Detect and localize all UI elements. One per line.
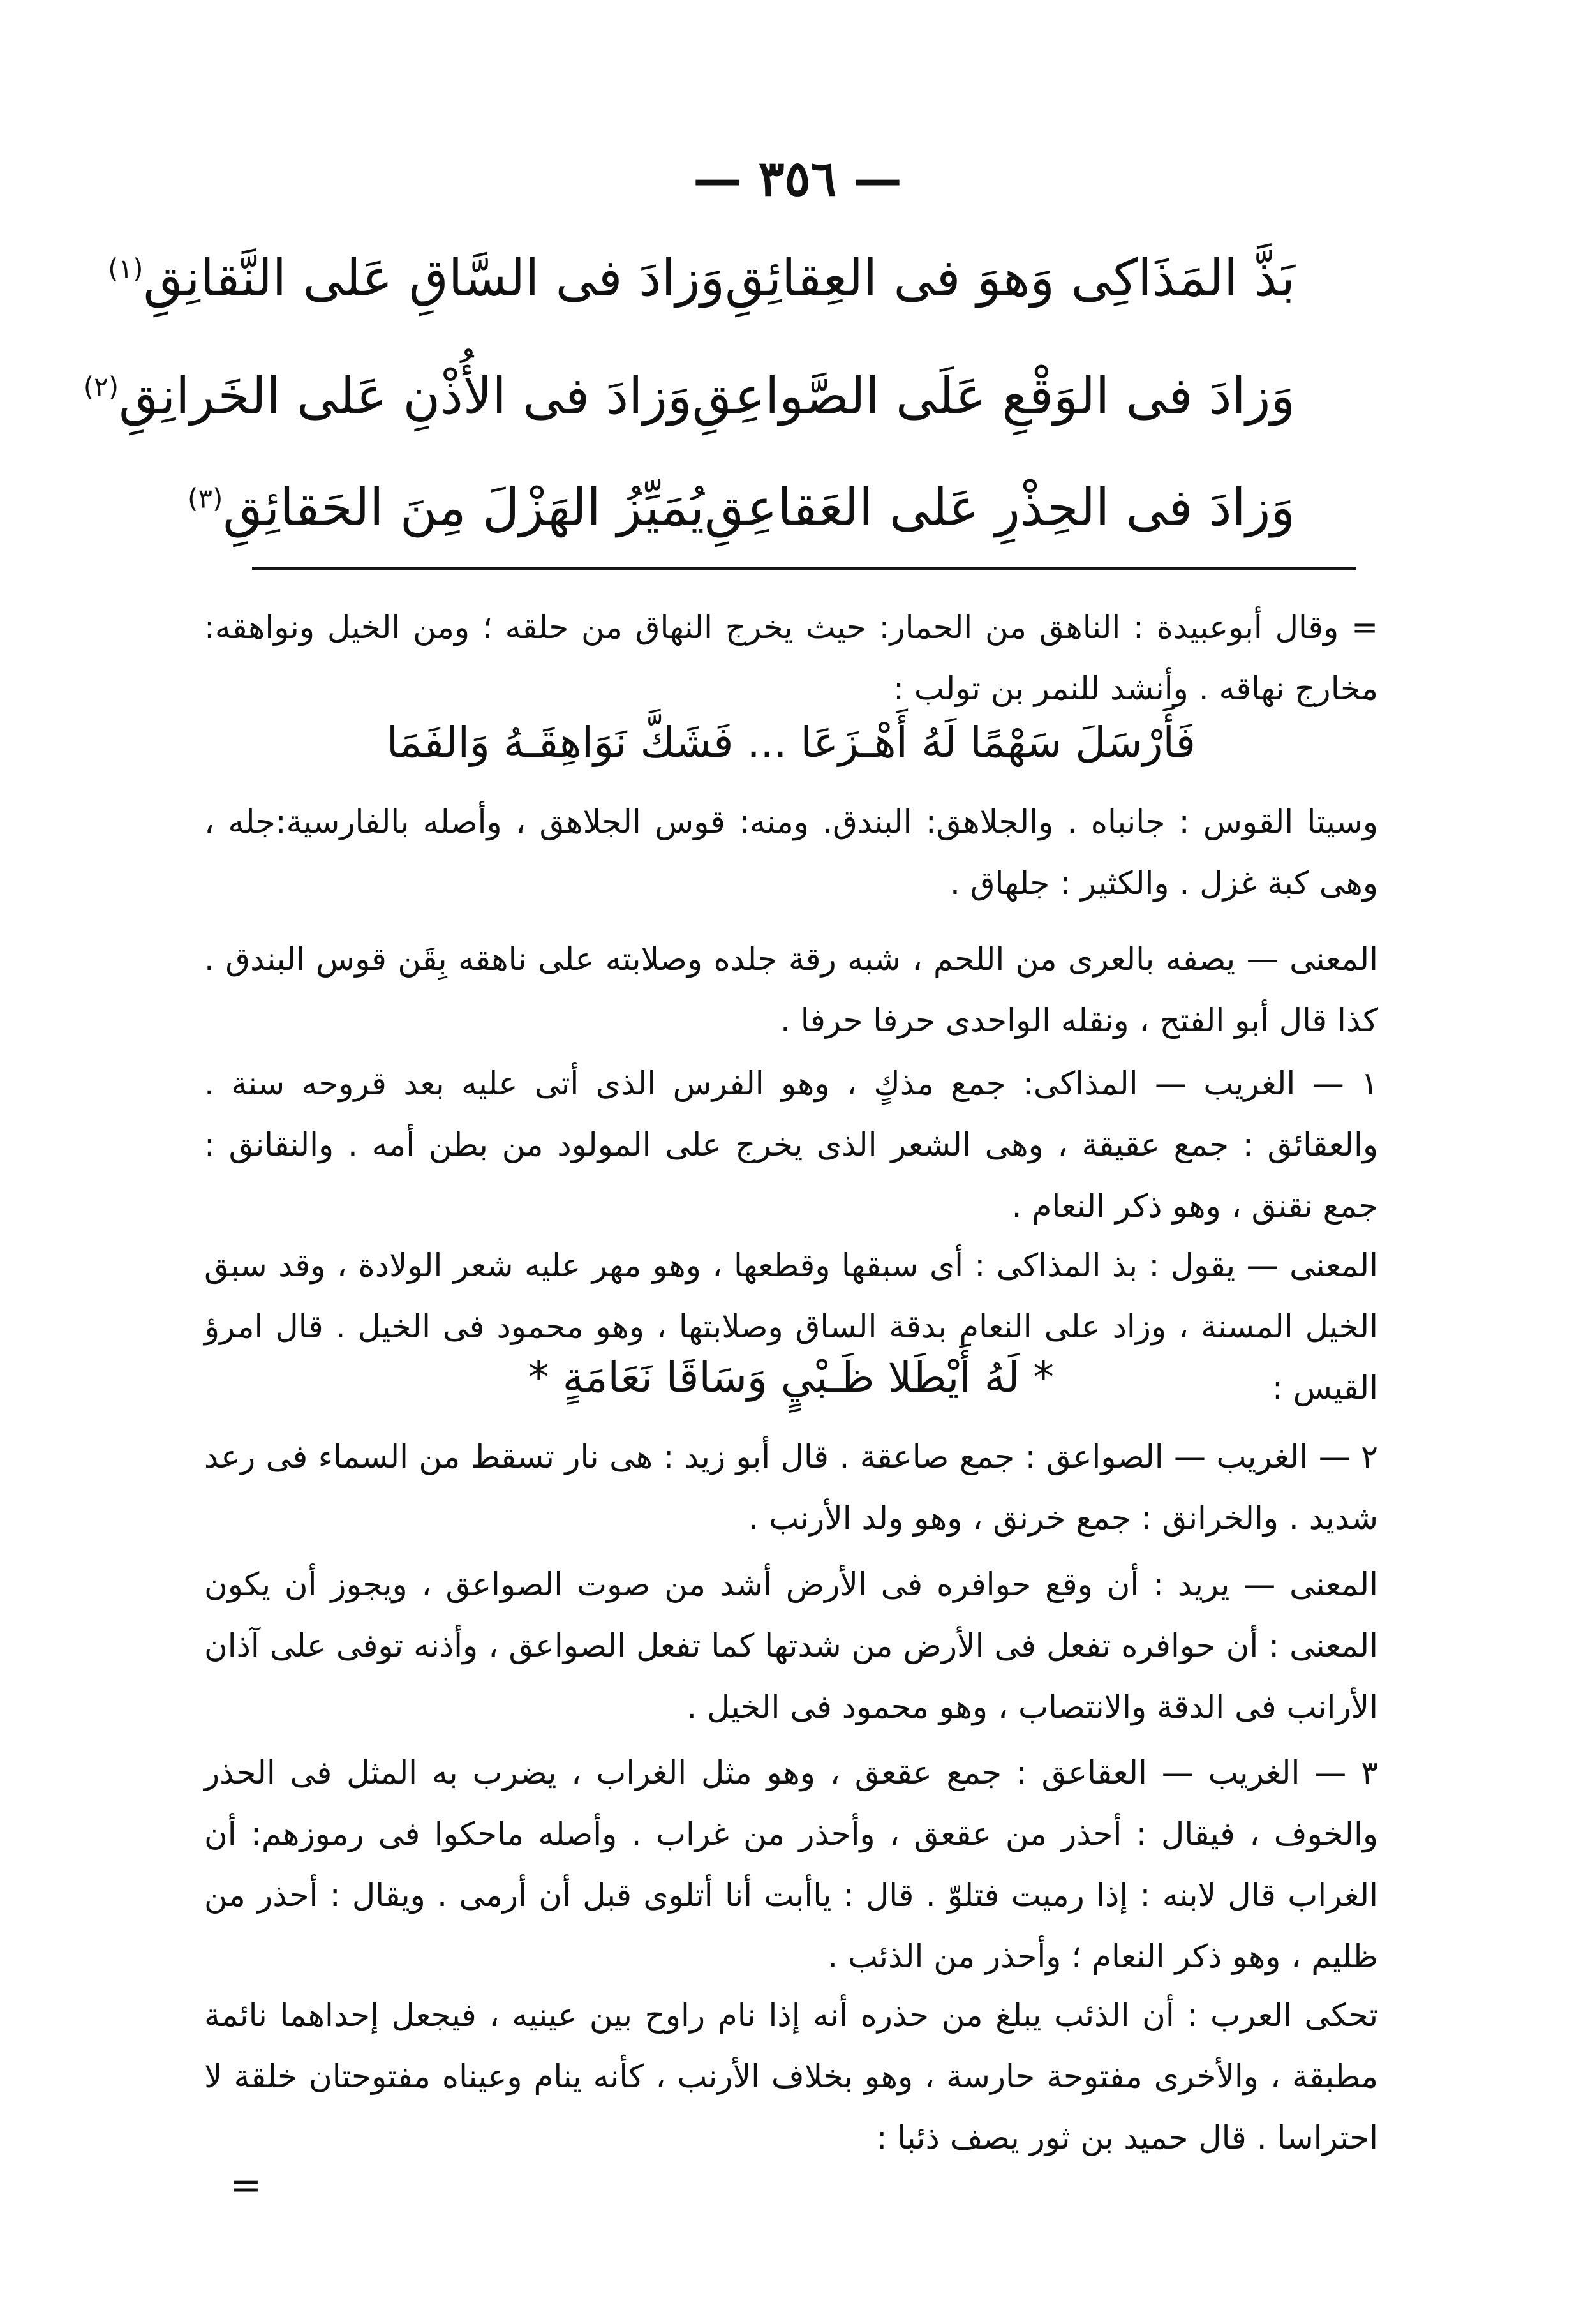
note-3-gloss: ٣ — الغريب — العقاعق : جمع عقعق ، وهو مثل الغراب ، يضرب به المثل فى الحذر والخوف ، فيقال : أحذر من عقعق ، وأحذر من غراب . وأصله ماحكوا فى رموزهم: أن الغراب قال لابنه : إذا رميت فتلوّ . قال : ياأبت أنا أتلوى قبل أن أرمى . ويقال : أحذر من ظليم ، وهو ذكر النعام ؛ وأحذر من الذئب .	[204, 1754, 1378, 1975]
verse-hemistich-left	[108, 248, 725, 308]
verse-hemistich-text: وَزادَ فى الأُذْنِ عَلى الخَرانِقِ	[119, 366, 692, 426]
quoted-verse: فَأَرْسَلَ سَهْمًا لَهُ أَهْـزَعَا ... فَشَكَّ نَوَاهِقَـهُ وَالفَمَا	[386, 718, 1196, 767]
verse-line	[108, 236, 1295, 319]
commentary-paragraph: تحكى العرب : أن الذئب يبلغ من حذره أنه إذا نام راوح بين عينيه ، فيجعل إحداهما نائمة مطبقة ، والأخرى مفتوحة حارسة ، وهو بخلاف الأرنب ، كأنه ينام وعيناه مفتوحتان خلقة لا احتراسا . قال حميد بن ثور يصف ذئبا :	[204, 1997, 1378, 2156]
verse-line	[187, 466, 1295, 549]
page-number: — ٣٥٦ —	[693, 150, 902, 207]
verse-hemistich-right: وَزادَ فى الحِذْرِ عَلى العَقاعِقِ	[704, 477, 1295, 537]
quoted-verse: * لَهُ أَيْطَلا ظَـبْيٍ وَسَاقَا نَعَامَةٍ *	[528, 1353, 1055, 1402]
footnote-marker: (١)	[108, 252, 144, 284]
verse-hemistich-right: بَذَّ المَذَاكِى وَهوَ فى العِقائِقِ	[725, 248, 1295, 308]
verse-hemistich-text: وَزادَ فى السَّاقِ عَلى النَّقانِقِ	[143, 248, 725, 308]
separator-rule	[252, 567, 1356, 570]
verse-hemistich-left	[84, 366, 692, 426]
footnote-marker: (٣)	[187, 482, 223, 514]
commentary-paragraph: = وقال أبوعبيدة : الناهق من الحمار: حيث يخرج النهاق من حلقه ؛ ومن الخيل ونواهقه: مخارج نهاقه . وأنشد للنمر بن تولب :	[204, 609, 1378, 707]
footnote-marker: (٢)	[83, 370, 119, 402]
verse-hemistich-text: يُمَيِّزُ الهَزْلَ مِنَ الحَقائِقِ	[223, 477, 704, 537]
note-2-gloss: ٢ — الغريب — الصواعق : جمع صاعقة . قال أبو زيد : هى نار تسقط من السماء فى رعد شديد . والخرانق : جمع خرنق ، وهو ولد الأرنب .	[204, 1438, 1378, 1537]
verse-line	[83, 354, 1295, 437]
verse-hemistich-left	[188, 478, 704, 537]
verse-hemistich-right: وَزادَ فى الوَقْعِ عَلَى الصَّواعِقِ	[692, 366, 1295, 426]
continuation-mark: =	[230, 2163, 262, 2208]
commentary-paragraph: وسيتا القوس : جانباه . والجلاهق: البندق. ومنه: قوس الجلاهق ، وأصله بالفارسية:جله ، وهى كبة غزل . والكثير : جلهاق .	[204, 803, 1378, 902]
meaning-paragraph: المعنى — يصفه بالعرى من اللحم ، شبه رقة جلده وصلابته على ناهقه بِقَن قوس البندق . كذا قال أبو الفتح ، ونقله الواحدى حرفا حرفا .	[204, 941, 1378, 1039]
note-2-meaning: المعنى — يريد : أن وقع حوافره فى الأرض أشد من صوت الصواعق ، ويجوز أن يكون المعنى : أن حوافره تفعل فى الأرض من شدتها كما تفعل الصواعق ، وأذنه توفى على آذان الأرانب فى الدقة والانتصاب ، وهو محمود فى الخيل .	[204, 1566, 1378, 1725]
note-1-gloss: ١ — الغريب — المذاكى: جمع مذكٍ ، وهو الفرس الذى أتى عليه بعد قروحه سنة . والعقائق : جمع عقيقة ، وهى الشعر الذى يخرج على المولود من بطن أمه . والنقانق : جمع نقنق ، وهو ذكر النعام .	[204, 1065, 1378, 1225]
note-1-meaning: المعنى — يقول : بذ المذاكى : أى سبقها وقطعها ، وهو مهر عليه شعر الولادة ، وقد سبق الخيل المسنة ، وزاد على النعام بدقة الساق وصلابتها ، وهو محمود فى الخيل . قال امرؤ القيس :	[204, 1247, 1378, 1406]
